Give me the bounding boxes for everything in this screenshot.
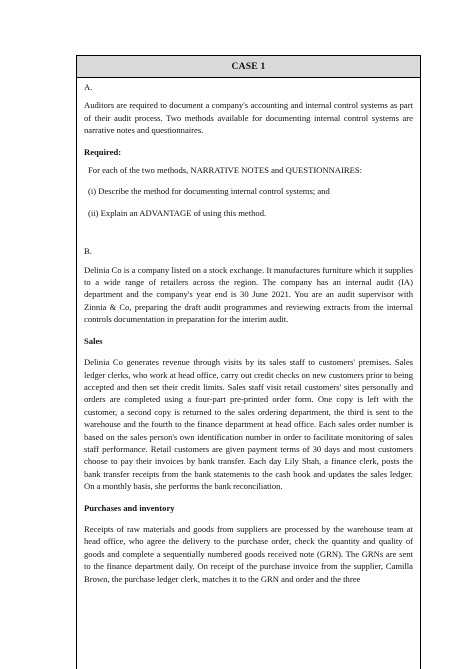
required-text: For each of the two methods, NARRATIVE NOTES and QUESTIONNAIRES: bbox=[88, 165, 363, 176]
required-heading: Required: bbox=[84, 146, 122, 157]
sales-paragraph: Delinia Co generates revenue through visits by its sales staff to customers' premises. Sales ledger clerks, who work at head office, carry out credit checks on new customers prior to being accepted and then set their credit limits. Sales staff visit retail customers' sites personally and orders are completed using a four-part pre-printed order form. One copy is left with the customer, a second copy is returned to the sales ordering department, the third is sent to the warehouse and the fourth to the finance department at head office. Each sales order number is based on the sales person's own identification number in order to facilitate monitoring of sales staff performance. Retail customers are given payment terms of 30 days and most customers choose to pay their invoices by bank transfer. Each day Lily Shah, a finance clerk, posts the bank transfer receipts from the bank statements to the cash book and updates the sales ledger. On a monthly basis, she performs the bank reconciliation. bbox=[84, 357, 413, 492]
purchases-paragraph: Receipts of raw materials and goods from suppliers are processed by the warehouse team at head office, who agree the delivery to the purchase order, check the quantity and quality of goods and complete a sequentially numbered goods received note (GRN). The GRNs are sent to the finance department daily. On receipt of the purchase invoice from the supplier, Camilla Brown, the purchase ledger clerk, matches it to the GRN and order and the three bbox=[84, 523, 413, 584]
section-a-label: A. bbox=[84, 82, 93, 92]
sales-heading: Sales bbox=[84, 335, 103, 346]
section-b-intro: Delinia Co is a company listed on a stock exchange. It manufactures furniture which it supplies to a wide range of retailers across the region. The company has an internal audit (IA) department and the company's year end is 30 June 2021. You are an audit supervisor with Zinnia & Co, preparing the draft audit programmes and reviewing extracts from the internal controls documentation in preparation for the interim audit. bbox=[84, 264, 413, 325]
case-table bbox=[76, 55, 421, 669]
case-content bbox=[77, 78, 420, 585]
section-b-label: B. bbox=[84, 246, 92, 257]
purchases-heading: Purchases and inventory bbox=[84, 502, 175, 513]
requirement-i: (i) Describe the method for documenting internal control systems; and bbox=[88, 186, 330, 197]
section-a-intro: Auditors are required to document a company's accounting and internal control systems as part of their audit process. Two methods available for documenting internal control systems are narrative notes and questionnaires. bbox=[84, 100, 413, 136]
case-title: CASE 1 bbox=[77, 56, 420, 78]
requirement-ii: (ii) Explain an ADVANTAGE of using this method. bbox=[88, 207, 267, 218]
